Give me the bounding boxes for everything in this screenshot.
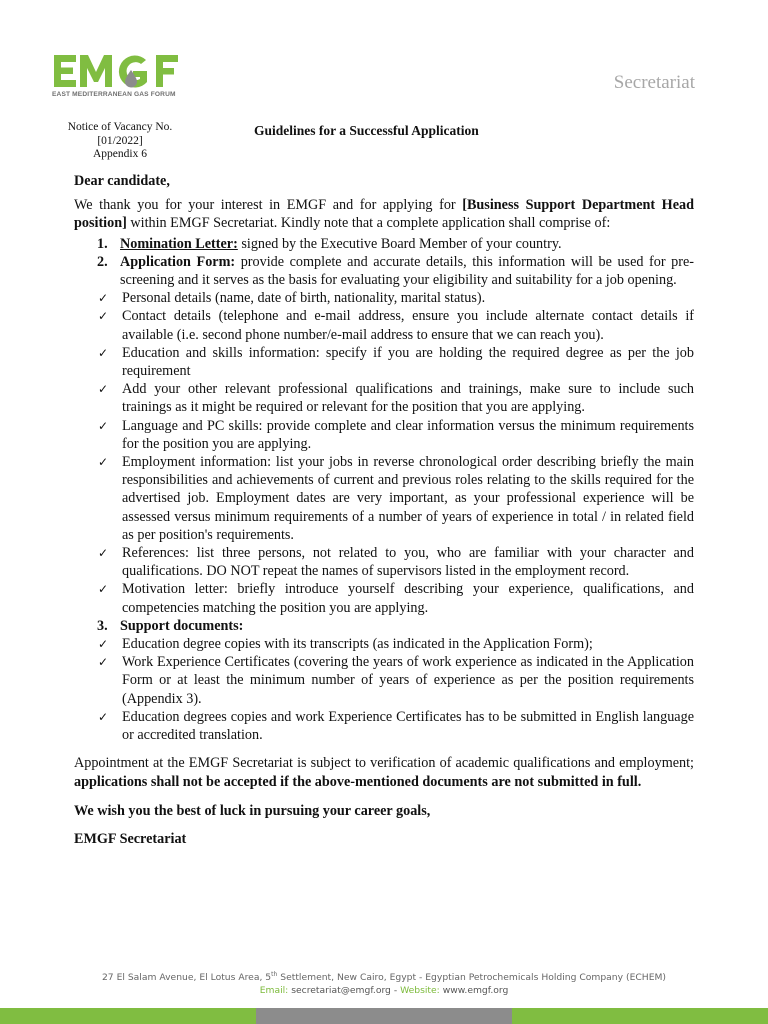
list-item: [98, 544, 694, 580]
item-text: provide complete and accurate details, this information will be used for pre-screening and it serves as the basis for evaluating your eligibility and suitability for a job opening.: [120, 253, 694, 289]
list-item: [98, 307, 694, 343]
subitem-text: Add your other relevant professional qualifications and trainings, make sure to include such trainings as it might be required or relevant for the position that you are applying.: [122, 381, 694, 416]
footer-bar-middle: [256, 1008, 512, 1024]
list-item-nomination: [74, 235, 694, 253]
subitem-text: Employment information: list your jobs in reverse chronological order describing briefly the main responsibilities and achievements of current and previous roles relating to the skills required for the advertised job. Employment dates are very important, as your professional experience will be assessed versus minimum requirements of a number of years of experience in total / in related field as per position's requirements.: [122, 454, 694, 543]
intro-text: We thank you for your interest in EMGF and for applying for: [74, 197, 463, 214]
subitem-text: Education degree copies with its transcripts (as indicated in the Application Form);: [122, 636, 593, 653]
footer-address: [0, 971, 768, 983]
website-label: Website:: [400, 985, 443, 996]
header-section-label: Secretariat: [613, 72, 695, 93]
list-item: [98, 580, 694, 616]
item-number: 1.: [97, 235, 108, 252]
list-item-application-form: [74, 253, 694, 289]
vacancy-notice: [56, 121, 184, 162]
closing-paragraph: [74, 754, 694, 790]
subitem-text: Education degrees copies and work Experience Certificates has to be submitted in English language or accredited translation.: [122, 708, 694, 744]
notice-line-2: [01/2022]: [97, 134, 143, 147]
requirements-list: [74, 235, 694, 745]
list-item: [98, 380, 694, 416]
item-heading: Application Form:: [120, 253, 236, 270]
checkmark-icon: ✓: [98, 382, 109, 397]
footer-bar-right: [512, 1008, 768, 1024]
subitem-text: Motivation letter: briefly introduce yourself describing your experience, qualifications, and competencies matching the position you are applying.: [122, 581, 694, 616]
subitem-text: Language and PC skills: provide complete and clear information versus the minimum requirements for the position you are applying.: [122, 417, 694, 452]
separator: -: [390, 985, 401, 996]
letter-body: [74, 172, 694, 848]
subitem-text: Personal details (name, date of birth, nationality, marital status).: [122, 290, 486, 307]
item-number: 2.: [97, 253, 108, 270]
notice-line-3: Appendix 6: [93, 148, 147, 160]
address-text: 27 El Salam Avenue, El Lotus Area, 5: [101, 972, 272, 984]
intro-position: [Business Support Department Head position]: [74, 197, 694, 232]
item-heading: Nomination Letter:: [120, 235, 238, 252]
list-item: [98, 417, 694, 453]
footer-contact: [0, 985, 768, 996]
checkmark-icon: ✓: [98, 309, 109, 324]
address-text-end: Settlement, New Cairo, Egypt - Egyptian Petrochemicals Holding Company (ECHEM): [277, 972, 667, 984]
footer-bar-left: [0, 1008, 256, 1024]
list-item: [98, 289, 694, 307]
greeting: Dear candidate,: [74, 173, 170, 189]
closing-text: Appointment at the EMGF Secretariat is subject to verification of academic qualifications and employment;: [74, 755, 694, 772]
closing-warning: applications shall not be accepted if the above-mentioned documents are not submitted in full.: [74, 773, 642, 790]
application-form-subitems: [74, 289, 694, 617]
address-sup: th: [271, 971, 278, 978]
website-link[interactable]: www.emgf.org: [442, 985, 509, 996]
signature: EMGF Secretariat: [74, 830, 187, 847]
checkmark-icon: ✓: [98, 709, 109, 724]
document-title: Guidelines for a Successful Application: [254, 123, 479, 138]
checkmark-icon: ✓: [98, 655, 109, 670]
list-item-support-documents: [74, 617, 694, 635]
checkmark-icon: ✓: [98, 455, 109, 470]
list-item: [98, 453, 694, 544]
email-label: Email:: [259, 985, 292, 996]
checkmark-icon: ✓: [98, 291, 109, 306]
checkmark-icon: ✓: [98, 582, 109, 597]
logo-subtitle: EAST MEDITERRANEAN GAS FORUM: [52, 91, 176, 98]
checkmark-icon: ✓: [98, 546, 109, 561]
subitem-text: Contact details (telephone and e-mail address, ensure you include alternate contact details if available (i.e. second phone number/e-mail address to ensure that we can reach you).: [122, 308, 694, 343]
checkmark-icon: ✓: [98, 345, 109, 360]
email-link[interactable]: secretariat@emgf.org: [291, 985, 391, 996]
subitem-text: References: list three persons, not related to you, who are familiar with your character and qualifications. DO NOT repeat the names of supervisors listed in the employment record.: [122, 545, 694, 580]
emgf-logo: [52, 52, 194, 102]
notice-line-1: Notice of Vacancy No.: [67, 121, 173, 133]
intro-text-end: within EMGF Secretariat. Kindly note that a complete application shall comprise of:: [126, 215, 611, 232]
checkmark-icon: ✓: [98, 637, 109, 652]
item-text: signed by the Executive Board Member of your country.: [237, 235, 562, 252]
subitem-text: Education and skills information: specify if you are holding the required degree as per the job requirement: [122, 344, 694, 380]
checkmark-icon: ✓: [98, 418, 109, 433]
emgf-logo-mark: [52, 52, 194, 90]
intro-paragraph: [74, 196, 694, 232]
list-item: [98, 344, 694, 380]
closing-wish: We wish you the best of luck in pursuing your career goals,: [74, 802, 431, 819]
list-item: [98, 708, 694, 744]
item-number: 3.: [97, 617, 108, 634]
item-heading: Support documents:: [120, 617, 244, 634]
list-item: [98, 653, 694, 708]
list-item: [98, 635, 694, 653]
support-documents-subitems: [74, 635, 694, 744]
subitem-text: Work Experience Certificates (covering the years of work experience as indicated in the Application Form or at least the minimum number of years of experience as per the position requirements (Appendix 3).: [122, 654, 694, 707]
